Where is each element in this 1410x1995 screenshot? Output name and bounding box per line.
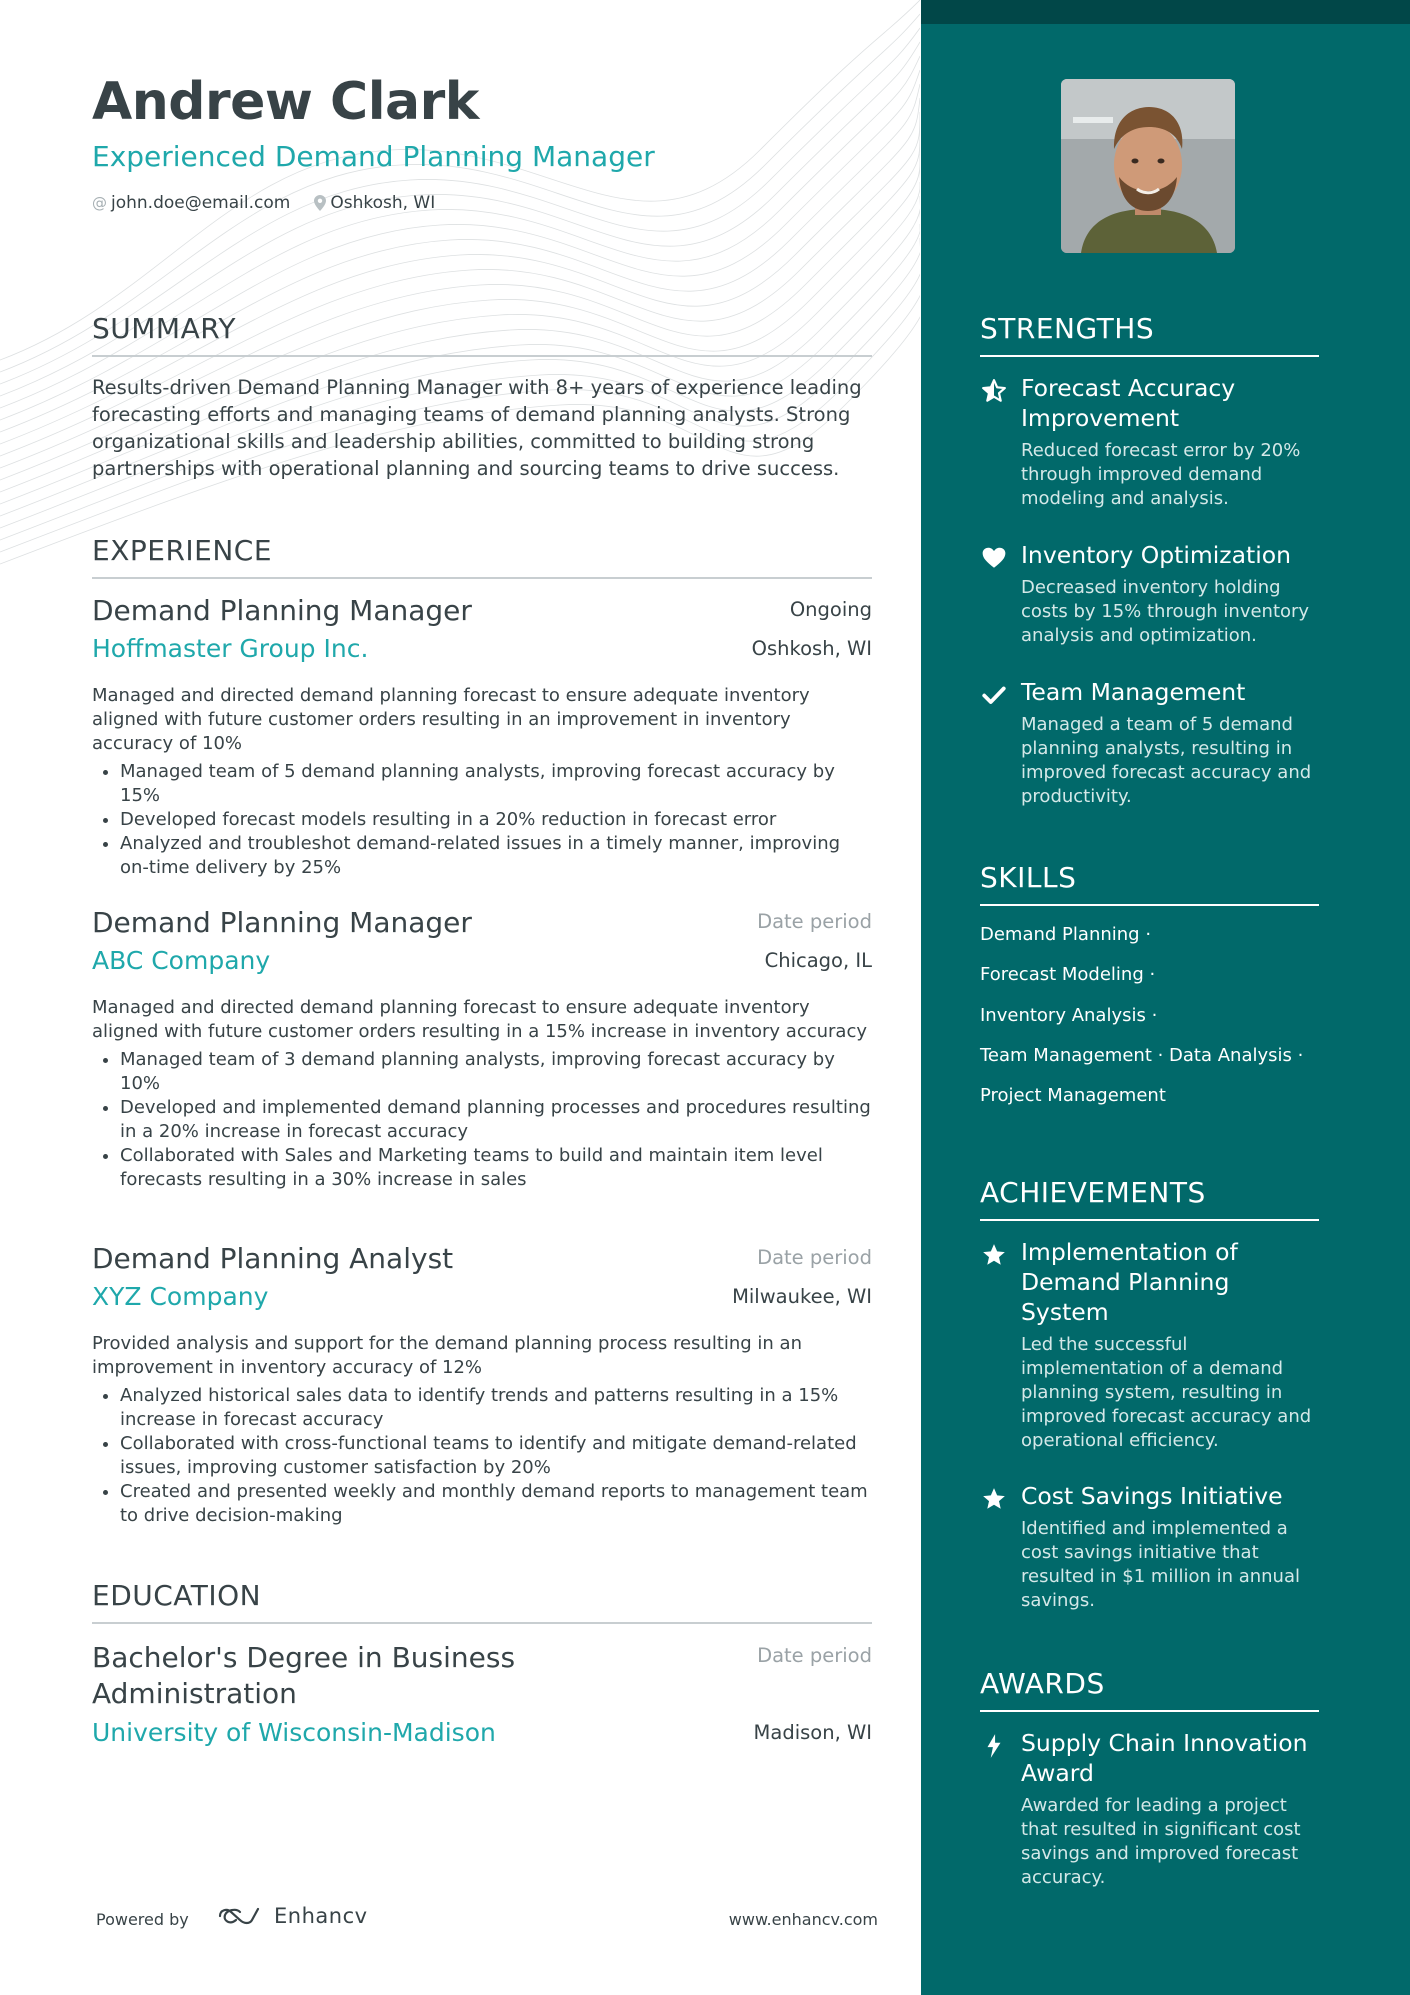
award-item (980, 1728, 1320, 1890)
degree-title-line: Bachelor's Degree in Business (92, 1641, 516, 1674)
enhancv-logo-text: Enhancv (274, 1904, 368, 1928)
achievement-description: Identified and implemented a cost savings initiative that resulted in $1 million in annual savings. (1021, 1518, 1300, 1611)
heart-icon (980, 544, 1008, 572)
job-title: Demand Planning Manager (92, 906, 472, 939)
achievement-title: Cost Savings Initiative (1021, 1482, 1283, 1510)
achievements-section-title: ACHIEVEMENTS (980, 1176, 1319, 1221)
sidebar (921, 0, 1410, 1995)
award-title: Supply Chain Innovation Award (1021, 1729, 1308, 1787)
job-location: Oshkosh, WI (751, 637, 872, 660)
company-name[interactable]: XYZ Company (92, 1282, 269, 1311)
job-bullets (92, 1384, 872, 1528)
company-name[interactable]: Hoffmaster Group Inc. (92, 634, 369, 663)
summary-text: Results-driven Demand Planning Manager with 8+ years of experience leading forecasting efforts and managing teams of demand planning analysts. Strong organizational skills and leadership abilities, committed to building strong partnerships with operational planning and sourcing teams to drive success. (92, 376, 862, 480)
award-description: Awarded for leading a project that resulted in significant cost savings and improved forecast accuracy. (1021, 1795, 1301, 1888)
location-pin-icon (314, 195, 326, 211)
job-bullet: • Developed and implemented demand planning processes and procedures resulting in a 20% increase in forecast accuracy (120, 1096, 872, 1144)
skill-item: Project Management (980, 1085, 1166, 1106)
company-name[interactable]: ABC Company (92, 946, 271, 975)
achievement-title: Implementation of Demand Planning System (1021, 1238, 1238, 1326)
powered-by-text: Powered by (96, 1910, 189, 1929)
achievement-item (980, 1237, 1320, 1453)
job-bullet: • Collaborated with Sales and Marketing teams to build and maintain item level forecasts resulting in a 30% increase in sales (120, 1144, 872, 1192)
degree-title (92, 1640, 515, 1712)
job-title: Demand Planning Manager (92, 594, 472, 627)
job-location: Milwaukee, WI (732, 1285, 872, 1308)
job-bullet: • Analyzed historical sales data to identify trends and patterns resulting in a 15% increase in forecast accuracy (120, 1384, 872, 1432)
achievement-item (980, 1481, 1320, 1613)
strength-title: Inventory Optimization (1021, 541, 1292, 569)
footer (96, 1906, 878, 1934)
awards-section-title: AWARDS (980, 1667, 1319, 1712)
website-link[interactable]: www.enhancv.com (728, 1910, 878, 1929)
skill-item: Demand Planning · (980, 924, 1152, 945)
strength-item (980, 540, 1320, 648)
job-description: Managed and directed demand planning forecast to ensure adequate inventory aligned with future customer orders resulting in a 15% increase in inventory accuracy (92, 997, 868, 1042)
location-contact (314, 193, 435, 213)
job-title: Demand Planning Analyst (92, 1242, 454, 1275)
at-icon: @ (92, 194, 107, 212)
achievement-description: Led the successful implementation of a demand planning system, resulting in improved forecast accuracy and operational efficiency. (1021, 1334, 1312, 1451)
summary-section-title: SUMMARY (92, 312, 872, 357)
strength-description: Managed a team of 5 demand planning analysts, resulting in improved forecast accuracy and productivity. (1021, 714, 1312, 807)
strength-title: Team Management (1021, 678, 1246, 706)
sidebar-top-bar (921, 0, 1410, 24)
strengths-section-title: STRENGTHS (980, 312, 1319, 357)
bolt-icon (980, 1732, 1008, 1760)
experience-item (92, 594, 872, 880)
strength-item (980, 373, 1320, 511)
education-item (92, 1640, 872, 1758)
job-bullet: • Created and presented weekly and monthly demand reports to management team to drive decision-making (120, 1480, 872, 1528)
job-bullet: • Developed forecast models resulting in a 20% reduction in forecast error (120, 808, 872, 832)
email-text: john.doe@email.com (111, 193, 291, 213)
degree-title-line: Administration (92, 1677, 297, 1710)
job-description: Provided analysis and support for the demand planning process resulting in an improvement in inventory accuracy of 12% (92, 1333, 802, 1378)
profile-photo (1061, 79, 1235, 253)
contact-info (92, 193, 435, 213)
profile-photo-illustration (1061, 79, 1235, 253)
candidate-title: Experienced Demand Planning Manager (92, 140, 655, 173)
enhancv-logo-icon (216, 1905, 264, 1927)
strength-item (980, 677, 1320, 809)
skill-item: Team Management · Data Analysis · (980, 1045, 1304, 1066)
skill-item: Inventory Analysis · (980, 1005, 1158, 1026)
job-bullets (92, 760, 872, 880)
job-bullet: • Managed team of 5 demand planning analysts, improving forecast accuracy by 15% (120, 760, 872, 808)
skill-item: Forecast Modeling · (980, 964, 1156, 985)
skills-section-title: SKILLS (980, 861, 1319, 906)
strength-description: Reduced forecast error by 20% through improved demand modeling and analysis. (1021, 440, 1301, 509)
school-name[interactable]: University of Wisconsin-Madison (92, 1718, 496, 1747)
job-bullet: • Analyzed and troubleshot demand-related issues in a timely manner, improving on-time delivery by 25% (120, 832, 872, 880)
job-date: Date period (757, 1246, 872, 1269)
check-icon (980, 681, 1008, 709)
job-description: Managed and directed demand planning forecast to ensure adequate inventory aligned with future customer orders resulting in an improvement in inventory accuracy of 10% (92, 685, 810, 754)
email-contact[interactable] (92, 193, 290, 213)
enhancv-logo[interactable] (216, 1904, 368, 1928)
job-location: Chicago, IL (764, 949, 872, 972)
star-half-icon (980, 377, 1008, 405)
strength-title: Forecast Accuracy Improvement (1021, 374, 1236, 432)
strength-description: Decreased inventory holding costs by 15% through inventory analysis and optimization. (1021, 577, 1310, 646)
job-bullet: • Managed team of 3 demand planning analysts, improving forecast accuracy by 10% (120, 1048, 872, 1096)
star-icon (980, 1485, 1008, 1513)
candidate-name: Andrew Clark (92, 72, 479, 132)
education-location: Madison, WI (753, 1721, 872, 1744)
education-date: Date period (757, 1644, 872, 1667)
job-date: Date period (757, 910, 872, 933)
experience-section-title: EXPERIENCE (92, 534, 872, 579)
star-icon (980, 1241, 1008, 1269)
experience-item (92, 1242, 872, 1528)
job-bullets (92, 1048, 872, 1192)
experience-item (92, 906, 872, 1192)
job-date: Ongoing (789, 598, 872, 621)
education-section-title: EDUCATION (92, 1579, 872, 1624)
location-text: Oshkosh, WI (330, 193, 436, 213)
job-bullet: • Collaborated with cross-functional teams to identify and mitigate demand-related issues, improving customer satisfaction by 20% (120, 1432, 872, 1480)
